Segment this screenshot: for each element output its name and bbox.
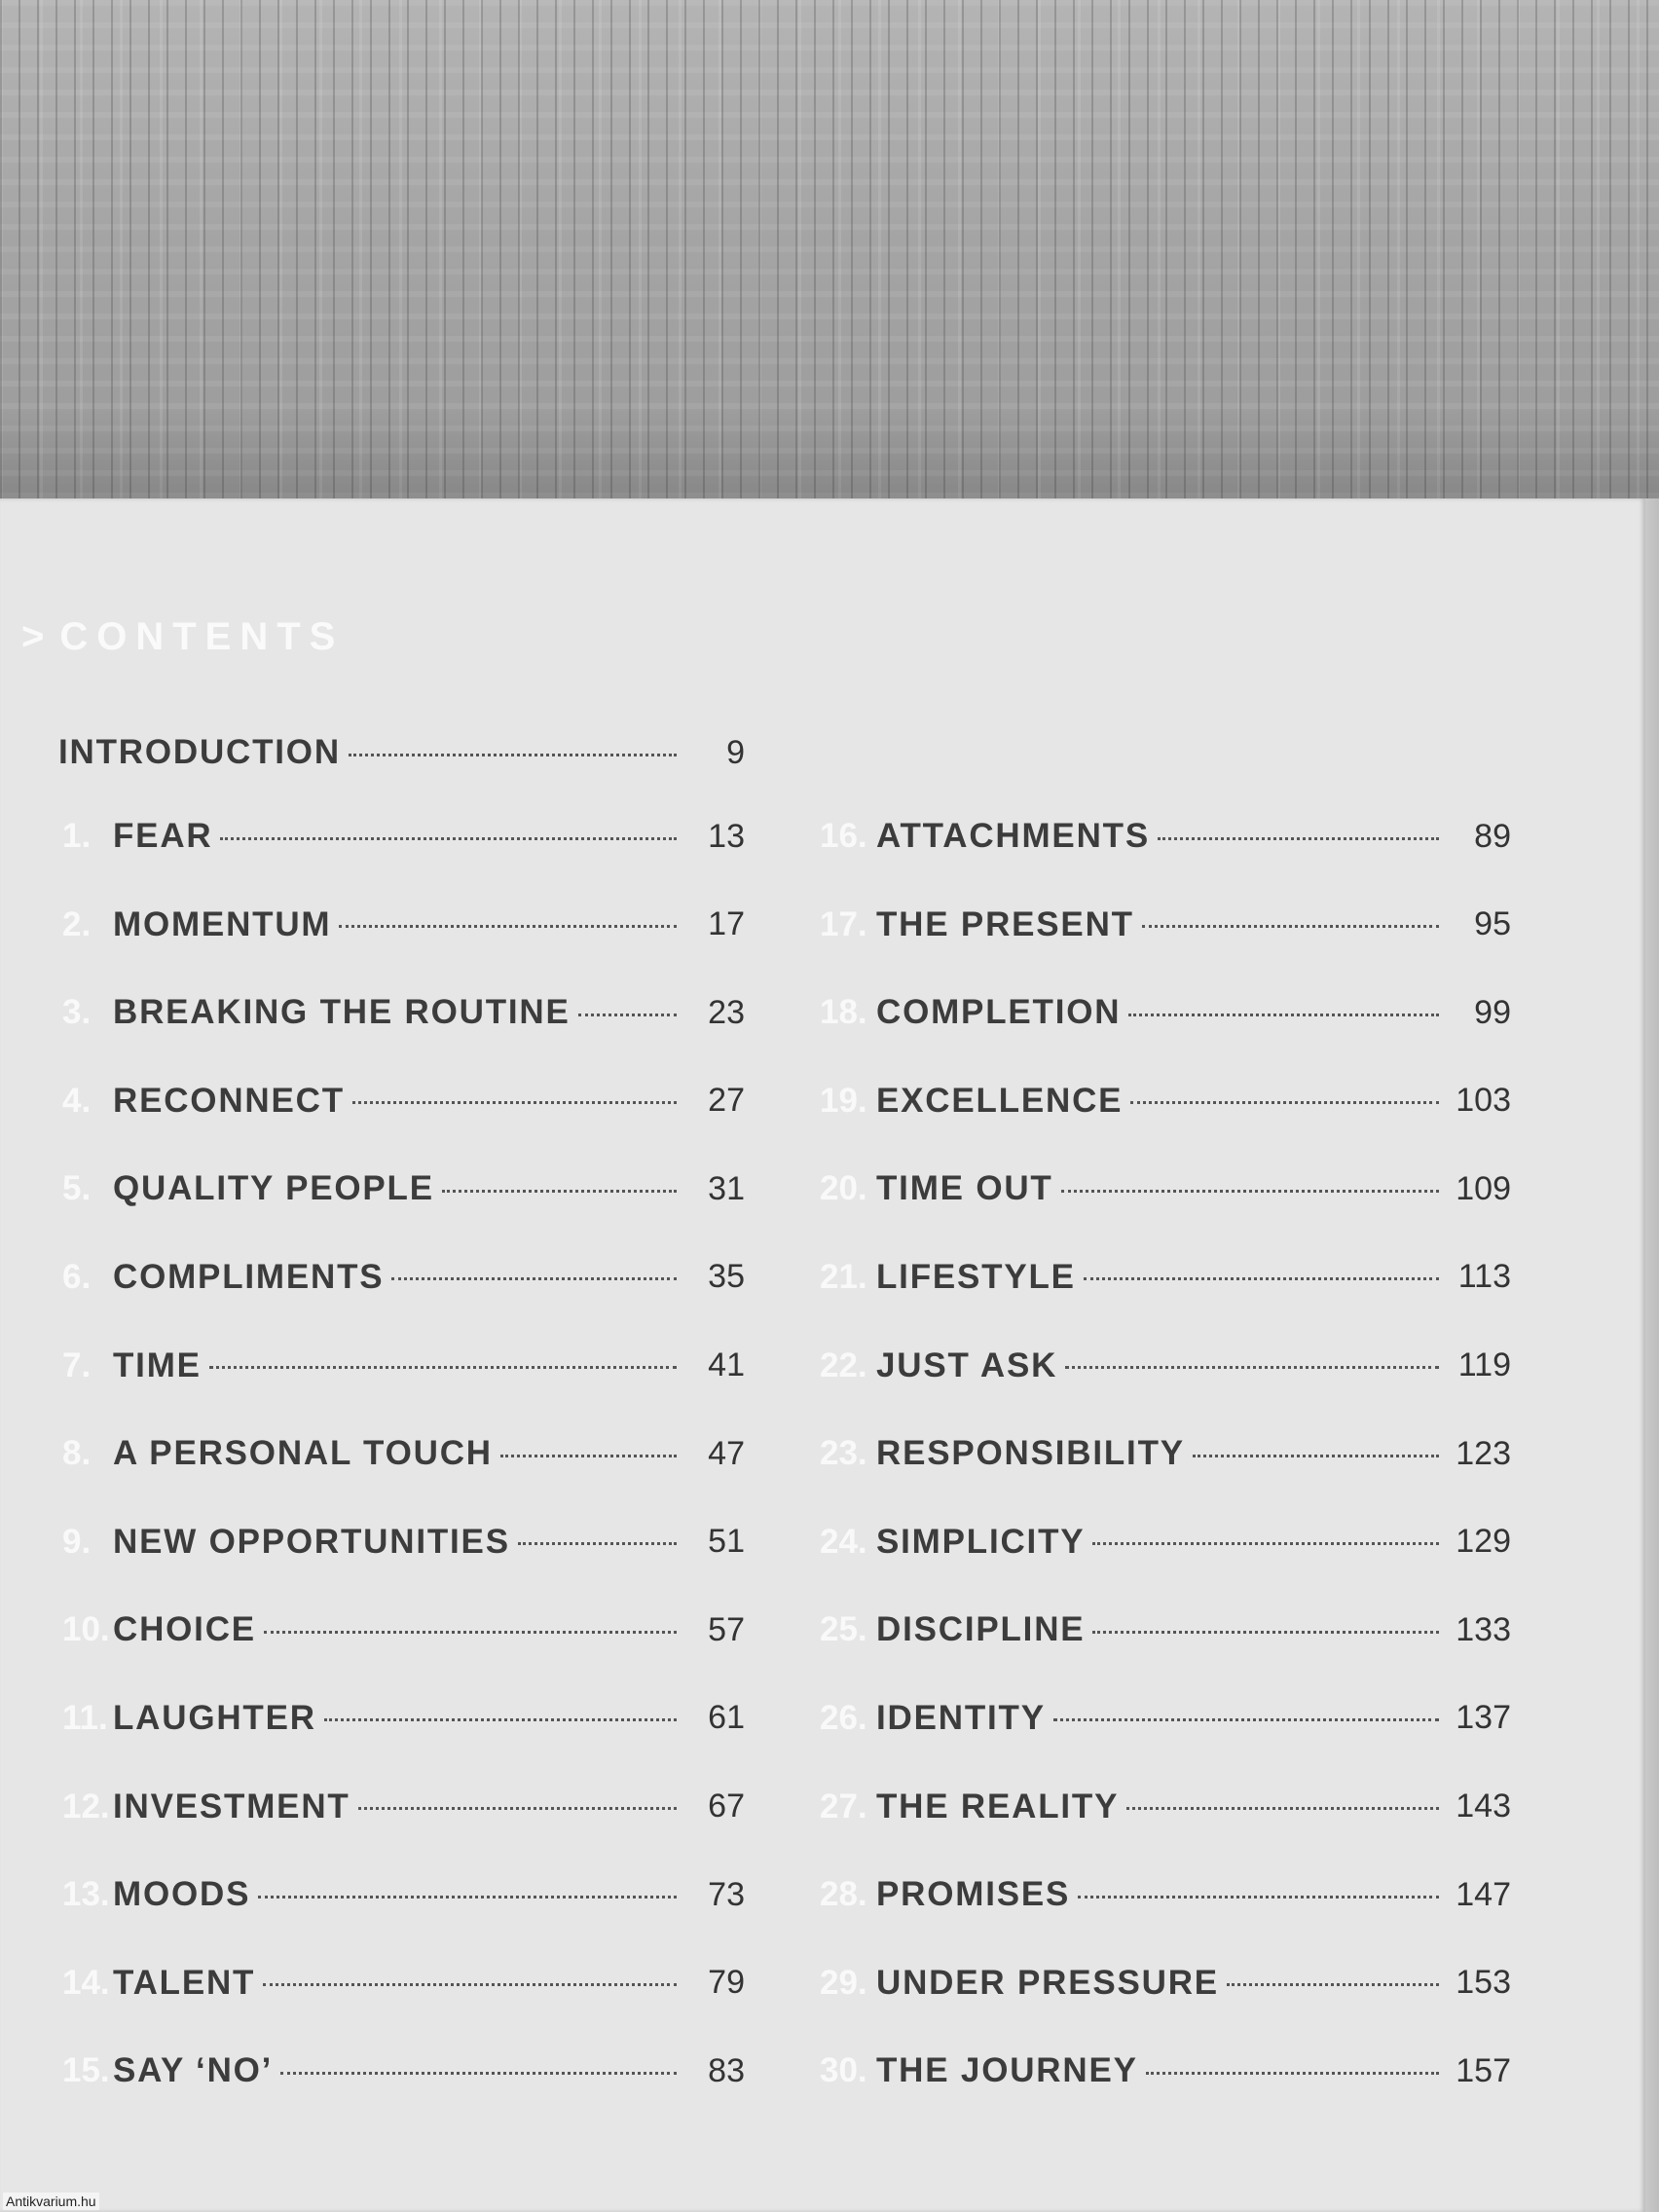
dot-leader [1227,1983,1439,1986]
chapter-number: 7. [62,1346,92,1384]
chapter-number: 14. [62,1963,110,2002]
chapter-page-number: 113 [1457,1258,1511,1296]
dot-leader [220,837,677,840]
chapter-page-number: 79 [708,1964,745,2002]
dot-leader [1130,1101,1439,1104]
dot-leader [1128,1014,1439,1016]
dot-leader [1092,1631,1439,1634]
chapter-entry[interactable] [62,1963,745,2004]
photo-shadow [0,409,1659,498]
dot-leader [352,1101,677,1104]
chapter-number: 12. [62,1787,110,1825]
chapter-title: IDENTITY [876,1698,1046,1737]
chapter-title: FEAR [113,817,213,855]
chapter-title: CHOICE [113,1610,256,1649]
dot-leader [258,1896,677,1899]
chapter-page-number: 133 [1456,1610,1511,1648]
chapter-title: MOMENTUM [113,904,332,943]
chapter-title: PROMISES [876,1875,1071,1914]
chapter-page-number: 137 [1456,1699,1511,1737]
dot-leader [1078,1896,1439,1899]
chapter-page-number: 157 [1456,2051,1511,2089]
chapter-title: THE JOURNEY [876,2051,1138,2090]
chapter-title: JUST ASK [876,1346,1058,1384]
chapter-title: BREAKING THE ROUTINE [113,993,571,1032]
chapter-page-number: 67 [708,1788,745,1825]
chapter-page-number: 57 [708,1610,745,1648]
chapter-title: TALENT [113,1963,256,2002]
chapter-title: DISCIPLINE [876,1610,1086,1649]
chapter-entry[interactable] [820,1609,1511,1650]
chapter-entry[interactable] [820,1787,1511,1827]
chapter-page-number: 35 [708,1258,745,1296]
chapter-page-number: 23 [708,993,745,1031]
chapter-entry[interactable] [820,1433,1511,1474]
chapter-title: SIMPLICITY [876,1522,1086,1561]
dot-leader [349,754,677,756]
chapter-entry[interactable] [820,2050,1511,2091]
chapter-page-number: 51 [708,1523,745,1561]
chapter-title: ATTACHMENTS [876,817,1150,855]
chapter-page-number: 41 [708,1346,745,1384]
chapter-entry[interactable] [820,1081,1511,1122]
chapter-page-number: 103 [1456,1082,1511,1120]
chapter-entry[interactable] [820,992,1511,1033]
chapter-number: 2. [62,904,92,943]
entry-page-number: 9 [726,733,745,771]
chapter-number: 19. [820,1081,867,1120]
chapter-entry[interactable] [820,1522,1511,1563]
chapter-number: 21. [820,1257,867,1296]
chapter-title: COMPLIMENTS [113,1257,385,1296]
chapter-page-number: 129 [1456,1523,1511,1561]
chapter-number: 15. [62,2051,110,2090]
chapter-title: THE PRESENT [876,904,1134,943]
chapter-title: EXCELLENCE [876,1081,1124,1120]
chapter-title: COMPLETION [876,993,1122,1032]
chapter-number: 1. [62,817,92,855]
heading-marker: > [21,615,45,658]
chapter-title: UNDER PRESSURE [876,1963,1219,2002]
chapter-page-number: 73 [708,1875,745,1913]
chapter-entry[interactable] [820,1963,1511,2004]
chapter-page-number: 153 [1456,1964,1511,2002]
dot-leader [1065,1366,1439,1369]
dot-leader [280,2072,677,2075]
chapter-entry[interactable] [62,1346,745,1386]
chapter-number: 3. [62,993,92,1032]
chapter-number: 27. [820,1787,867,1825]
chapter-entry[interactable] [62,1433,745,1474]
chapter-entry[interactable] [62,992,745,1033]
chapter-page-number: 99 [1474,993,1511,1031]
chapter-entry[interactable] [62,1168,745,1209]
chapter-entry[interactable] [820,1346,1511,1386]
chapter-entry[interactable] [62,904,745,945]
chapter-number: 24. [820,1522,867,1561]
chapter-number: 29. [820,1963,867,2002]
chapter-title: RESPONSIBILITY [876,1434,1185,1473]
dot-leader [324,1718,677,1721]
chapter-number: 28. [820,1875,867,1914]
dot-leader [209,1366,677,1369]
dot-leader [358,1807,677,1810]
chapter-entry[interactable] [820,1874,1511,1915]
chapter-page-number: 119 [1457,1346,1511,1384]
chapter-entry[interactable] [62,1609,745,1650]
chapter-page-number: 17 [708,905,745,943]
dot-leader [442,1190,677,1193]
chapter-number: 11. [62,1698,108,1737]
chapter-entry[interactable] [62,2050,745,2091]
chapter-title: TIME [113,1346,202,1384]
chapter-number: 10. [62,1610,110,1649]
chapter-entry[interactable] [820,816,1511,857]
heading-text: CONTENTS [59,615,345,658]
chapter-number: 26. [820,1698,867,1737]
chapter-page-number: 47 [708,1434,745,1472]
chapter-entry[interactable] [62,1081,745,1122]
chapter-page-number: 13 [708,817,745,855]
dot-leader [578,1014,677,1016]
chapter-entry[interactable] [820,1698,1511,1739]
chapter-entry[interactable] [62,1698,745,1739]
chapter-entry[interactable] [62,1874,745,1915]
dot-leader [518,1542,677,1545]
chapter-number: 22. [820,1346,867,1384]
chapter-number: 23. [820,1434,867,1473]
chapter-page-number: 109 [1456,1169,1511,1207]
watermark: Antikvarium.hu [3,2193,99,2210]
page-edge [1645,498,1659,2212]
chapter-number: 17. [820,904,867,943]
chapter-number: 4. [62,1081,92,1120]
chapter-number: 8. [62,1434,92,1473]
chapter-title: MOODS [113,1875,251,1914]
dot-leader [1142,925,1439,928]
chapter-number: 25. [820,1610,867,1649]
chapter-entry[interactable] [62,1522,745,1563]
chapter-page-number: 31 [708,1169,745,1207]
chapter-entry[interactable] [820,1168,1511,1209]
chapter-number: 18. [820,993,867,1032]
chapter-title: TIME OUT [876,1169,1053,1208]
chapter-title: RECONNECT [113,1081,345,1120]
chapter-title: NEW OPPORTUNITIES [113,1522,510,1561]
introduction-entry[interactable] [58,732,745,773]
chapter-title: SAY ‘NO’ [113,2051,274,2090]
chapter-title: INVESTMENT [113,1787,350,1825]
chapter-title: LAUGHTER [113,1698,316,1737]
chapter-entry[interactable] [62,1257,745,1298]
chapter-number: 9. [62,1522,92,1561]
chapter-number: 16. [820,817,867,855]
dot-leader [1158,837,1439,840]
chapter-number: 13. [62,1875,110,1914]
chapter-title: A PERSONAL TOUCH [113,1434,493,1473]
dot-leader [500,1455,677,1457]
chapter-page-number: 143 [1456,1788,1511,1825]
chapter-number: 20. [820,1169,867,1208]
chapter-page-number: 95 [1474,905,1511,943]
chapter-page-number: 27 [708,1082,745,1120]
dot-leader [1126,1807,1439,1810]
chapter-title: LIFESTYLE [876,1257,1076,1296]
dot-leader [1061,1190,1439,1193]
dot-leader [264,1631,677,1634]
dot-leader [263,1983,677,1986]
chapter-number: 6. [62,1257,92,1296]
chapter-page-number: 123 [1456,1434,1511,1472]
chapter-title: QUALITY PEOPLE [113,1169,434,1208]
chapter-list-left [62,816,745,2139]
chapter-entry[interactable] [820,1257,1511,1298]
chapter-number: 30. [820,2051,867,2090]
chapter-entry[interactable] [62,1787,745,1827]
contents-heading [21,615,344,659]
dot-leader [1084,1277,1439,1280]
dot-leader [1146,2072,1439,2075]
dot-leader [1193,1455,1439,1457]
chapter-list-right [820,816,1511,2139]
chapter-page-number: 147 [1456,1875,1511,1913]
dot-leader [1053,1718,1439,1721]
chapter-page-number: 61 [708,1699,745,1737]
dot-leader [339,925,677,928]
chapter-entry[interactable] [820,904,1511,945]
chapter-title: THE REALITY [876,1787,1120,1825]
entry-title: INTRODUCTION [58,733,341,771]
chapter-page-number: 83 [708,2051,745,2089]
dot-leader [391,1277,677,1280]
chapter-number: 5. [62,1169,92,1208]
chapter-page-number: 89 [1474,817,1511,855]
chapter-entry[interactable] [62,816,745,857]
dot-leader [1092,1542,1439,1545]
